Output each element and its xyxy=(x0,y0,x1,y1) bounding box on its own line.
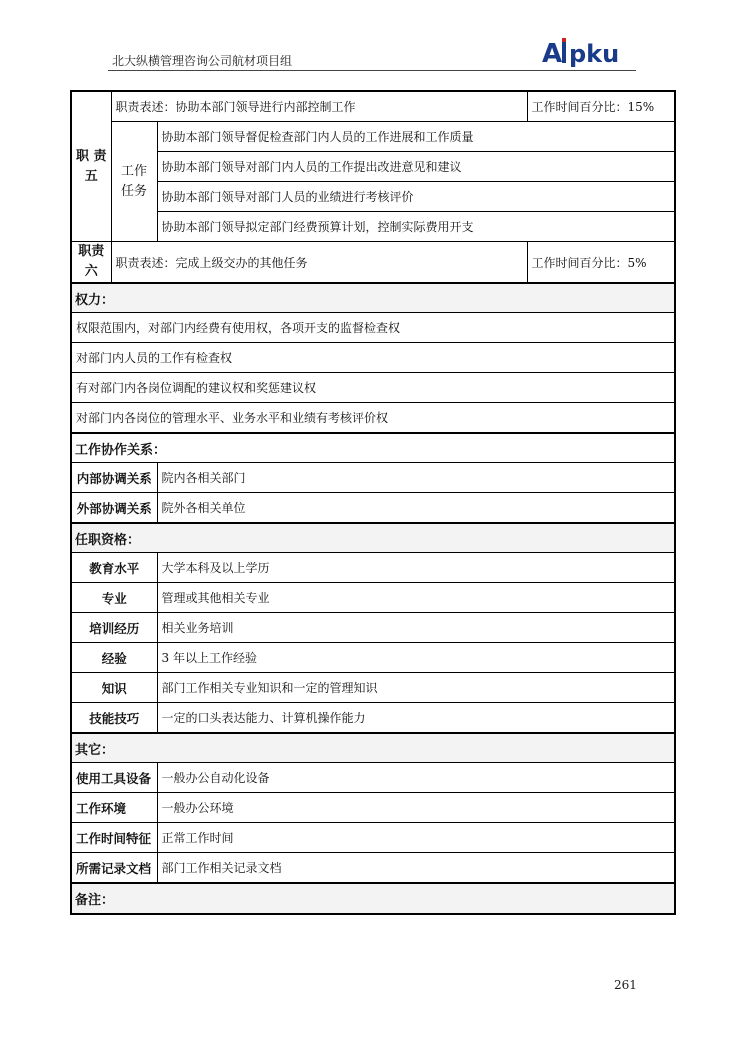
duty5-task-1: 协助本部门领导督促检查部门内人员的工作进展和工作质量 xyxy=(157,122,675,152)
logo-dot xyxy=(562,38,566,42)
cooperation-title: 工作协作关系： xyxy=(71,433,675,463)
duty5-task-4: 协助本部门领导拟定部门经费预算计划，控制实际费用开支 xyxy=(157,212,675,242)
environment-label: 工作环境 xyxy=(71,793,157,823)
page-number: 261 xyxy=(614,978,637,992)
other-title: 其它： xyxy=(71,733,675,763)
duty5-time-pct: 工作时间百分比：15% xyxy=(527,91,675,122)
environment-value: 一般办公环境 xyxy=(157,793,675,823)
records-label: 所需记录文档 xyxy=(71,853,157,884)
training-value: 相关业务培训 xyxy=(157,613,675,643)
header-divider xyxy=(108,70,636,71)
skills-label: 技能技巧 xyxy=(71,703,157,734)
duty5-statement: 职责表述：协助本部门领导进行内部控制工作 xyxy=(111,91,527,122)
external-coordination-value: 院外各相关单位 xyxy=(157,493,675,524)
tools-label: 使用工具设备 xyxy=(71,763,157,793)
job-description-table xyxy=(70,90,676,915)
logo-text-pku: pku xyxy=(569,40,620,68)
duty5-label: 职 责 五 xyxy=(71,91,111,242)
duty6-label: 职责六 xyxy=(71,242,111,284)
experience-value: 3 年以上工作经验 xyxy=(157,643,675,673)
major-label: 专业 xyxy=(71,583,157,613)
duty5-task-label: 工作任务 xyxy=(111,122,157,242)
logo-bar xyxy=(562,42,566,63)
authority-item-2: 对部门内人员的工作有检查权 xyxy=(71,343,675,373)
work-hours-label: 工作时间特征 xyxy=(71,823,157,853)
experience-label: 经验 xyxy=(71,643,157,673)
authority-item-1: 权限范围内，对部门内经费有使用权，各项开支的监督检查权 xyxy=(71,313,675,343)
knowledge-value: 部门工作相关专业知识和一定的管理知识 xyxy=(157,673,675,703)
qualifications-title: 任职资格： xyxy=(71,523,675,553)
work-hours-value: 正常工作时间 xyxy=(157,823,675,853)
duty5-task-2: 协助本部门领导对部门内人员的工作提出改进意见和建议 xyxy=(157,152,675,182)
skills-value: 一定的口头表达能力、计算机操作能力 xyxy=(157,703,675,734)
authority-item-3: 有对部门内各岗位调配的建议权和奖惩建议权 xyxy=(71,373,675,403)
knowledge-label: 知识 xyxy=(71,673,157,703)
authority-title: 权力： xyxy=(71,283,675,313)
internal-coordination-label: 内部协调关系 xyxy=(71,463,157,493)
duty6-statement: 职责表述：完成上级交办的其他任务 xyxy=(111,242,527,284)
logo-letter-a: A xyxy=(542,39,563,68)
alpku-logo xyxy=(542,38,636,68)
training-label: 培训经历 xyxy=(71,613,157,643)
notes-title: 备注： xyxy=(71,883,675,914)
major-value: 管理或其他相关专业 xyxy=(157,583,675,613)
external-coordination-label: 外部协调关系 xyxy=(71,493,157,524)
tools-value: 一般办公自动化设备 xyxy=(157,763,675,793)
education-label: 教育水平 xyxy=(71,553,157,583)
authority-item-4: 对部门内各岗位的管理水平、业务水平和业绩有考核评价权 xyxy=(71,403,675,434)
header-org-text: 北大纵横管理咨询公司航材项目组 xyxy=(112,54,293,68)
duty5-task-3: 协助本部门领导对部门人员的业绩进行考核评价 xyxy=(157,182,675,212)
education-value: 大学本科及以上学历 xyxy=(157,553,675,583)
internal-coordination-value: 院内各相关部门 xyxy=(157,463,675,493)
records-value: 部门工作相关记录文档 xyxy=(157,853,675,884)
duty6-time-pct: 工作时间百分比：5% xyxy=(527,242,675,284)
